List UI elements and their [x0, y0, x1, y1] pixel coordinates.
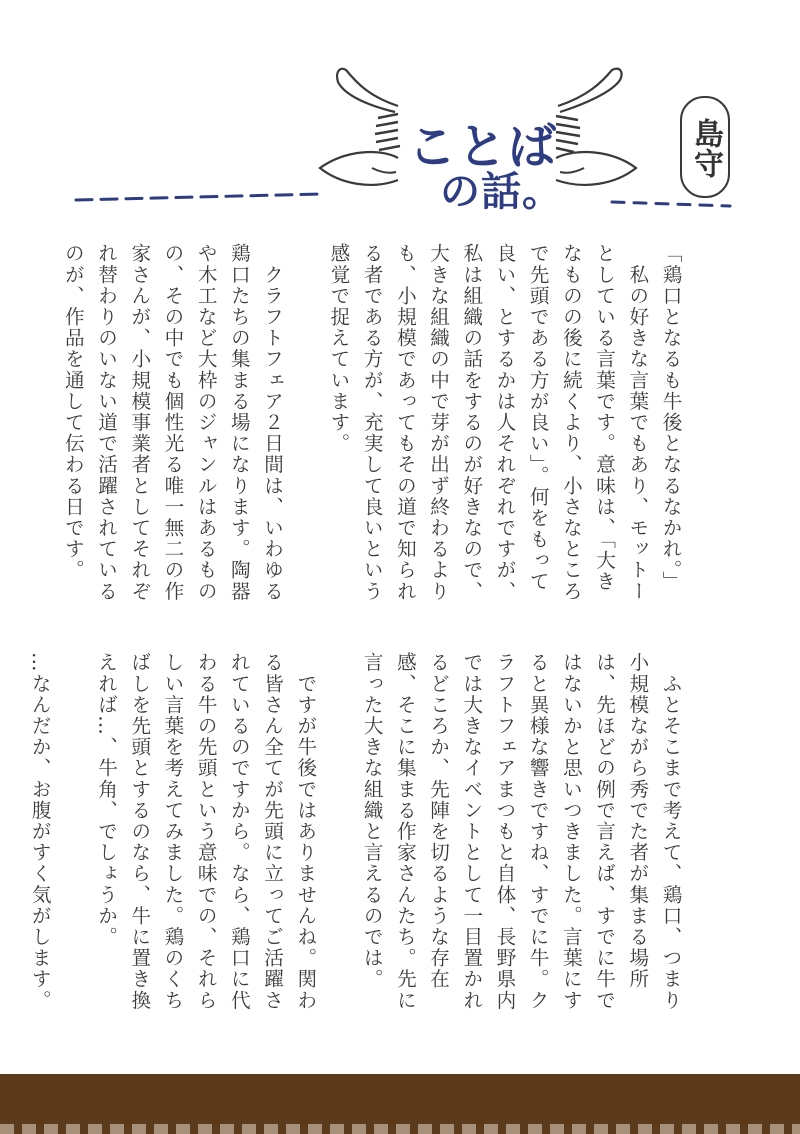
right-horn-ridges-icon: [556, 116, 580, 152]
author-badge-text: 島守: [688, 118, 723, 178]
right-horn-icon: [558, 69, 622, 112]
left-horn-ridges-icon: [375, 114, 400, 150]
right-ear-icon: [556, 152, 636, 185]
right-dash-line: [612, 202, 730, 206]
author-badge: [680, 96, 730, 198]
left-horn-icon: [337, 69, 398, 112]
header: [0, 0, 800, 240]
left-dash-line: [76, 194, 320, 200]
page-title-line1: ことば: [408, 119, 559, 175]
footer-strip: [0, 1124, 800, 1134]
article-lower-block: ふとそこまで考えて、鶏口、つまり 小規模ながら秀でた者が集まる場所 は、先ほどの例で言えば、すでに牛で はないかと思いつきました。言葉にす ると異様な響きですね、すでに牛。ク ラフトフェアまつもと自体、長野県内 では大きなイベントとして一目置かれ るどころか、先陣を切るような存在 感、そこに集まる作家さんたち。先に 言った大きな組織と言えるのでは。 ですが牛後ではありませんね。関わ る皆さん全てが先頭に立ってご活躍さ れているのですから。なら、鶏口に代 わる牛の先頭という意味での、それら しい言葉を考えてみました。鶏のくち ばしを先頭とするのなら、牛に置き換 えれば…、牛角、でしょうか。 …なんだか、お腹がすく気がします。: [28, 652, 682, 1011]
article-upper-block: 「鶏口となるも牛後となるなかれ。」 私の好きな言葉でもあり、モットー としている言葉です。意味は、「大き なものの後に続くより、小さなところ で先頭である方が良い」。何をもって 良い、とするかは人それぞれですが、 私は組織の話をするのが好きなので、 大きな組織の中で芽が出ず終わるより も、小規模であってもその道で知られ る者である方が、充実して良いという 感覚で捉えています。 クラフトフェア２日間は、いわゆる 鶏口たちの集まる場になります。陶器 や木工など大枠のジャンルはあるもの の、その中でも個性光る唯一無二の作 家さんが、小規模事業者としてそれぞ れ替わりのいない道で活躍されている のが、作品を通して伝わる日です。: [61, 243, 682, 602]
page-title-line2: の話。: [440, 169, 563, 215]
left-ear-icon: [320, 152, 398, 185]
